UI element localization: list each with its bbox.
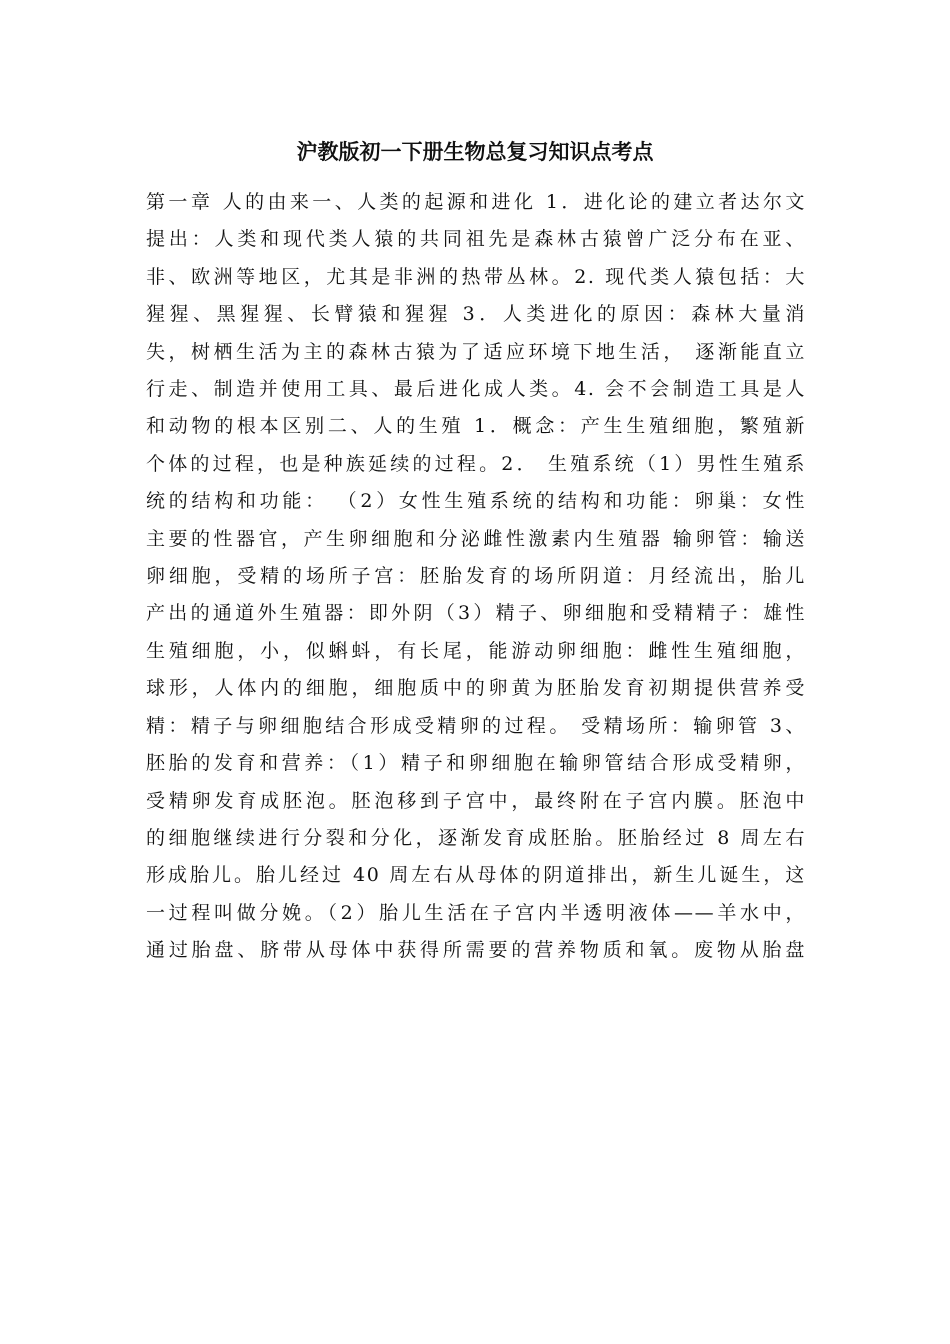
body-line: 失，树栖生活为主的森林古猿为了适应环境下地生活， 逐渐能直立 bbox=[146, 340, 806, 363]
body-line: 一过程叫做分娩。（2）胎儿生活在子宫内半透明液体——羊水中， bbox=[146, 901, 806, 924]
body-line: 卵细胞，受精的场所子宫：胚胎发育的场所阴道：月经流出，胎儿 bbox=[146, 565, 806, 588]
body-line: 主要的性器官，产生卵细胞和分泌雌性激素内生殖器 输卵管：输送 bbox=[146, 527, 806, 550]
body-line: 非、欧洲等地区，尤其是非洲的热带丛林。2. 现代类人猿包括：大 bbox=[146, 265, 806, 288]
body-line: 猩猩、黑猩猩、长臂猿和猩猩 3．人类进化的原因：森林大量消 bbox=[146, 303, 806, 326]
body-line: 生殖细胞，小，似蝌蚪，有长尾，能游动卵细胞：雌性生殖细胞， bbox=[146, 639, 806, 662]
body-line: 第一章 人的由来一、人类的起源和进化 1．进化论的建立者达尔文 bbox=[146, 191, 806, 213]
body-line: 的细胞继续进行分裂和分化，逐渐发育成胚胎。胚胎经过 8 周左右 bbox=[146, 826, 806, 849]
body-line: 个体的过程，也是种族延续的过程。2． 生殖系统（1）男性生殖系 bbox=[146, 452, 806, 475]
body-line: 和动物的根本区别二、人的生殖 1．概念：产生生殖细胞，繁殖新 bbox=[146, 415, 806, 438]
body-line: 球形，人体内的细胞，细胞质中的卵黄为胚胎发育初期提供营养受 bbox=[146, 677, 806, 700]
body-line: 提出：人类和现代类人猿的共同祖先是森林古猿曾广泛分布在亚、 bbox=[146, 228, 806, 251]
body-line: 形成胎儿。胎儿经过 40 周左右从母体的阴道排出，新生儿诞生，这 bbox=[146, 864, 806, 887]
body-line: 产出的通道外生殖器：即外阴（3）精子、卵细胞和受精精子：雄性 bbox=[146, 602, 806, 625]
body-line: 精：精子与卵细胞结合形成受精卵的过程。 受精场所：输卵管 3、 bbox=[146, 714, 806, 737]
body-line: 统的结构和功能： （2）女性生殖系统的结构和功能：卵巢：女性 bbox=[146, 490, 806, 513]
body-line: 胚胎的发育和营养：（1）精子和卵细胞在输卵管结合形成受精卵， bbox=[146, 752, 806, 775]
document-title: 沪教版初一下册生物总复习知识点考点 bbox=[296, 140, 654, 164]
document-body bbox=[146, 184, 806, 970]
body-line: 通过胎盘、脐带从母体中获得所需要的营养物质和氧。废物从胎盘 bbox=[146, 939, 806, 962]
body-line: 受精卵发育成胚泡。胚泡移到子宫中，最终附在子宫内膜。胚泡中 bbox=[146, 789, 806, 812]
body-line: 行走、制造并使用工具、最后进化成人类。4. 会不会制造工具是人 bbox=[146, 378, 806, 401]
